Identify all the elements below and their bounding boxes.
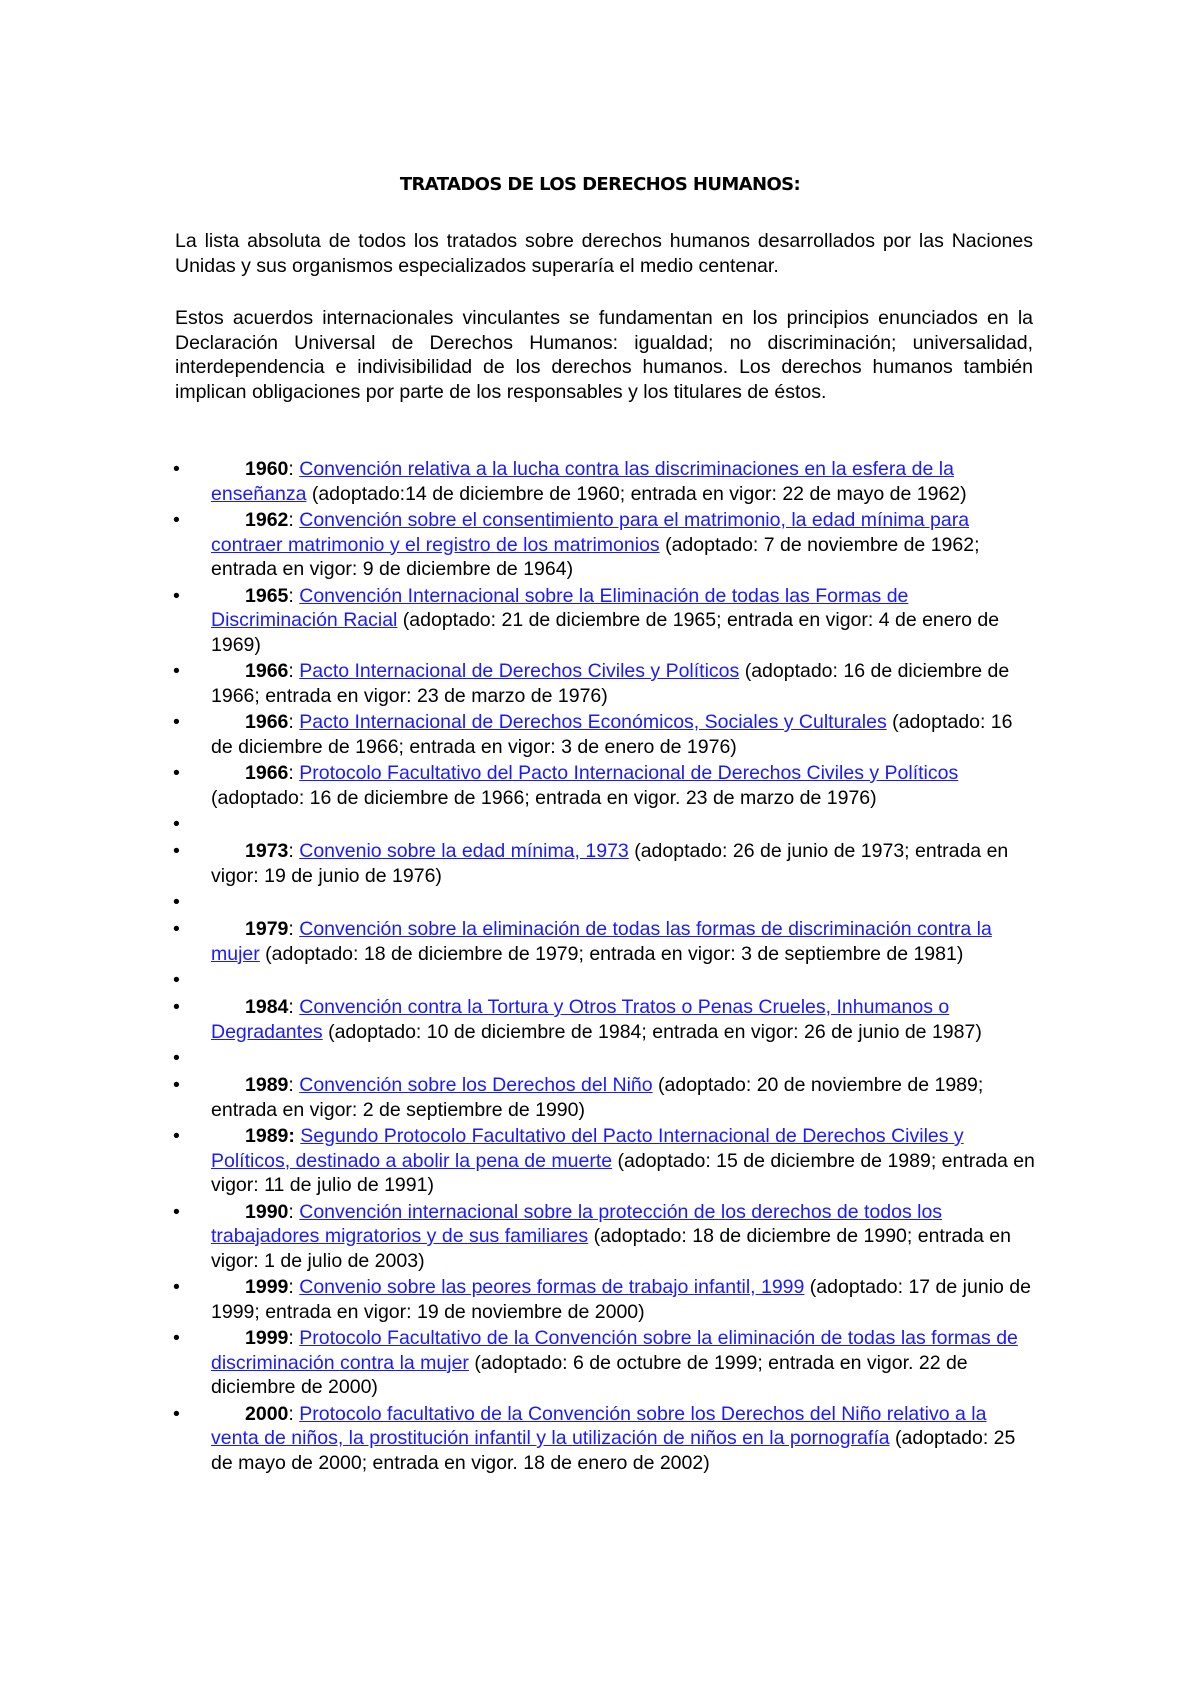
bullet-icon: • — [173, 969, 180, 991]
bullet-icon: • — [173, 1402, 180, 1425]
treaty-list-item — [0, 508, 1036, 582]
treaty-list-item — [0, 1200, 1036, 1274]
treaty-list-item — [0, 1073, 1036, 1122]
treaty-dates: (adoptado: 18 de diciembre de 1990; entrada en vigor: 1 de julio de 2003) — [211, 1225, 1011, 1272]
bullet-icon: • — [173, 996, 180, 1018]
treaty-link[interactable]: Convención internacional sobre la protección de los derechos de todos los trabajadores migratorios y de sus familiares — [211, 1200, 943, 1247]
treaty-dates: (adoptado: 15 de diciembre de 1989; entrada en vigor: 11 de julio de 1991) — [211, 1149, 1035, 1196]
treaty-year: 1999 — [245, 1276, 289, 1298]
treaty-list-item — [0, 710, 1036, 759]
treaty-year: 1965 — [245, 584, 289, 607]
year-separator: : — [288, 509, 300, 531]
year-separator: : — [288, 918, 300, 940]
treaty-link[interactable]: Pacto Internacional de Derechos Civiles y Políticos — [299, 660, 740, 682]
year-separator: : — [288, 1327, 300, 1349]
year-separator: : — [288, 1276, 300, 1298]
treaty-link[interactable]: Pacto Internacional de Derechos Económicos, Sociales y Culturales — [299, 711, 887, 733]
bullet-icon: • — [173, 918, 180, 940]
treaty-list — [0, 457, 1200, 1477]
bullet-icon: • — [173, 1125, 180, 1147]
treaty-link[interactable]: Convención sobre el consentimiento para el matrimonio, la edad mínima para contraer matrimonio y el registro de los matrimonios — [211, 509, 970, 556]
treaty-year: 1966 — [245, 660, 289, 682]
treaty-dates: (adoptado:14 de diciembre de 1960; entrada en vigor: 22 de mayo de 1962) — [306, 482, 967, 505]
bullet-icon: • — [173, 1276, 180, 1298]
treaty-year: 1966 — [245, 711, 289, 733]
year-separator: : — [288, 1200, 300, 1223]
year-separator: : — [288, 458, 300, 480]
treaty-list-item — [0, 1326, 1036, 1400]
treaty-link[interactable]: Convenio sobre las peores formas de trabajo infantil, 1999 — [299, 1276, 805, 1298]
year-separator: : — [288, 762, 300, 784]
year-separator: : — [288, 1402, 300, 1425]
bullet-icon: • — [173, 813, 180, 835]
bullet-icon: • — [173, 840, 180, 862]
treaty-dates: (adoptado: 16 de diciembre de 1966; entrada en vigor: 23 de marzo de 1976) — [211, 660, 1010, 707]
treaty-year: 1999 — [245, 1327, 289, 1349]
empty-list-item — [0, 890, 1036, 915]
treaty-dates: (adoptado: 20 de noviembre de 1989; entrada en vigor: 2 de septiembre de 1990) — [211, 1074, 984, 1121]
bullet-icon: • — [173, 458, 180, 480]
treaty-dates: (adoptado: 18 de diciembre de 1979; entrada en vigor: 3 de septiembre de 1981) — [259, 942, 964, 965]
treaty-year: 1989: — [245, 1125, 295, 1147]
treaty-list-item — [0, 839, 1036, 888]
treaty-year: 1979 — [245, 918, 289, 940]
treaty-year: 1966 — [245, 762, 289, 784]
treaty-year: 1990 — [245, 1200, 289, 1223]
intro-paragraph: La lista absoluta de todos los tratados sobre derechos humanos desarrollados por las Naciones Unidas y sus organismos especializados superaría el medio centenar. — [175, 230, 1033, 277]
treaty-dates: (adoptado: 21 de diciembre de 1965; entrada en vigor: 4 de enero de 1969) — [211, 609, 1000, 656]
treaty-link[interactable]: Convención sobre los Derechos del Niño — [299, 1074, 653, 1096]
treaty-year: 1984 — [245, 996, 289, 1018]
bullet-icon: • — [173, 584, 180, 607]
treaty-list-item — [0, 1275, 1036, 1324]
bullet-icon: • — [173, 711, 180, 733]
treaty-dates: (adoptado: 16 de diciembre de 1966; entrada en vigor: 3 de enero de 1976) — [211, 711, 1013, 758]
treaty-dates: (adoptado: 7 de noviembre de 1962; entrada en vigor: 9 de diciembre de 1964) — [211, 533, 980, 580]
treaty-list-item — [0, 1402, 1036, 1476]
treaty-dates: (adoptado: 26 de junio de 1973; entrada en vigor: 19 de junio de 1976) — [211, 840, 1009, 887]
treaty-list-item — [0, 584, 1036, 658]
year-separator: : — [288, 584, 300, 607]
bullet-icon: • — [173, 1200, 180, 1223]
year-separator: : — [288, 711, 300, 733]
treaty-list-item — [0, 1124, 1036, 1198]
treaty-link[interactable]: Protocolo facultativo de la Convención sobre los Derechos del Niño relativo a la venta de niños, la prostitución infantil y la utilización de niños en la pornografía — [211, 1402, 987, 1449]
document-title: TRATADOS DE LOS DERECHOS HUMANOS: — [399, 174, 801, 195]
treaty-list-item — [0, 659, 1036, 708]
treaty-link[interactable]: Convenio sobre la edad mínima, 1973 — [299, 840, 629, 862]
treaty-link[interactable]: Protocolo Facultativo del Pacto Internacional de Derechos Civiles y Políticos — [299, 762, 959, 784]
treaty-dates: (adoptado: 16 de diciembre de 1966; entrada en vigor. 23 de marzo de 1976) — [211, 786, 877, 809]
treaty-list-item — [0, 995, 1036, 1044]
treaty-link[interactable]: Segundo Protocolo Facultativo del Pacto Internacional de Derechos Civiles y Políticos, destinado a abolir la pena de muerte — [211, 1125, 964, 1172]
empty-list-item — [0, 968, 1036, 993]
empty-list-item — [0, 1046, 1036, 1071]
treaty-year: 1973 — [245, 840, 289, 862]
treaty-dates: (adoptado: 25 de mayo de 2000; entrada en vigor. 18 de enero de 2002) — [211, 1427, 1016, 1474]
treaty-link[interactable]: Convención sobre la eliminación de todas las formas de discriminación contra la mujer — [211, 918, 992, 965]
treaty-dates: (adoptado: 6 de octubre de 1999; entrada en vigor. 22 de diciembre de 2000) — [211, 1351, 968, 1398]
treaty-year: 2000 — [245, 1402, 289, 1425]
treaty-year: 1989 — [245, 1074, 289, 1096]
year-separator: : — [288, 1074, 300, 1096]
treaty-list-item — [0, 761, 1036, 810]
bullet-icon: • — [173, 1047, 180, 1069]
bullet-icon: • — [173, 660, 180, 682]
bullet-icon: • — [173, 762, 180, 784]
year-separator: : — [288, 660, 300, 682]
principles-paragraph: Estos acuerdos internacionales vinculantes se fundamentan en los principios enunciados en la Declaración Universal de Derechos Humanos: igualdad; no discriminación; universalidad, interdependencia e indivisibilidad de los derechos humanos. Los derechos humanos también implican obligaciones por parte de los responsables y los titulares de éstos. — [175, 307, 1033, 403]
treaty-year: 1960 — [245, 458, 289, 480]
bullet-icon: • — [173, 891, 180, 913]
empty-list-item — [0, 812, 1036, 837]
treaty-link[interactable]: Convención relativa a la lucha contra las discriminaciones en la esfera de la enseñanza — [211, 458, 954, 505]
bullet-icon: • — [173, 509, 180, 531]
treaty-dates: (adoptado: 17 de junio de 1999; entrada en vigor: 19 de noviembre de 2000) — [211, 1276, 1031, 1323]
year-separator: : — [288, 996, 300, 1018]
treaty-link[interactable]: Protocolo Facultativo de la Convención sobre la eliminación de todas las formas de discriminación contra la mujer — [211, 1327, 1018, 1374]
treaty-link[interactable]: Convención contra la Tortura y Otros Tratos o Penas Crueles, Inhumanos o Degradantes — [211, 996, 950, 1043]
bullet-icon: • — [173, 1327, 180, 1349]
year-separator: : — [288, 840, 300, 862]
treaty-dates: (adoptado: 10 de diciembre de 1984; entrada en vigor: 26 de junio de 1987) — [322, 1020, 982, 1043]
bullet-icon: • — [173, 1074, 180, 1096]
treaty-link[interactable]: Convención Internacional sobre la Eliminación de todas las Formas de Discriminación Racial — [211, 584, 909, 631]
treaty-list-item — [0, 457, 1036, 506]
treaty-year: 1962 — [245, 509, 289, 531]
treaty-list-item — [0, 917, 1036, 966]
